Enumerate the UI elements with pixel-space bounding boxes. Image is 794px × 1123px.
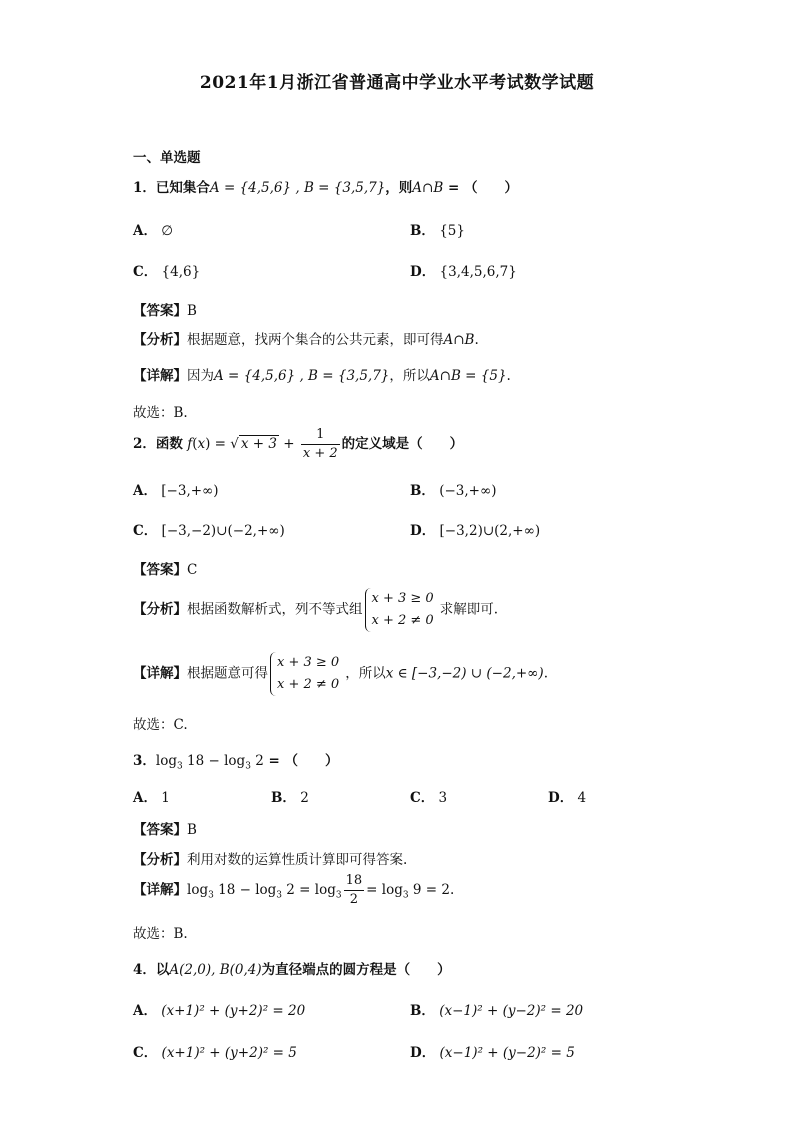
q2-analysis: 【分析】根据函数解析式，列不等式组x + 3 ≥ 0 x + 2 ≠ 0求解即可. — [133, 588, 498, 632]
section-heading: 一、单选题 — [133, 150, 201, 166]
q2-option-b: B． (−3,+∞) — [410, 483, 497, 499]
q2-option-a: A． [−3,+∞) — [133, 483, 219, 499]
page-title: 2021年1月浙江省普通高中学业水平考试数学试题 — [199, 73, 595, 93]
fraction: $\frac{18}{2}$ — [345, 873, 363, 907]
q2-choose: 故选：C. — [133, 717, 188, 733]
q1-option-d: D． {3,4,5,6,7} — [410, 264, 517, 280]
q4-option-b: B． (x−1)² + (y−2)² = 20 — [410, 1003, 584, 1019]
q1-answer: 【答案】B — [133, 303, 197, 319]
q1-option-a: A． ∅ — [133, 223, 174, 239]
q4-option-a: A． (x+1)² + (y+2)² = 20 — [133, 1003, 306, 1019]
q1-option-c: C． {4,6} — [133, 264, 201, 280]
question-2: 2．函数 f(x) = √ x + 3 + $\frac{1}{x + 2}$ 的定义域是（ ） — [133, 427, 464, 461]
q1-detail: 【详解】因为A = {4,5,6} , B = {3,5,7}，所以A∩B = {5}. — [133, 368, 511, 384]
q4-option-c: C． (x+1)² + (y+2)² = 5 — [133, 1045, 297, 1061]
fraction: $\frac{1}{x + 2}$ — [302, 427, 338, 461]
q3-option-c: C． 3 — [410, 790, 448, 806]
q2-option-c: C． [−3,−2)∪(−2,+∞) — [133, 523, 285, 539]
question-4: 4．以A(2,0), B(0,4)为直径端点的圆方程是（ ） — [133, 962, 451, 978]
q2-option-d: D． [−3,2)∪(2,+∞) — [410, 523, 541, 539]
q3-analysis: 【分析】利用对数的运算性质计算即可得答案. — [133, 852, 408, 868]
q3-option-a: A． 1 — [133, 790, 170, 806]
question-3: 3．$\log_3 18 - \log_3 2$ = （ ） — [133, 753, 339, 772]
question-1: 1．已知集合A = {4,5,6} , B = {3,5,7}，则A∩B = （ ） — [133, 180, 518, 196]
q3-option-d: D． 4 — [548, 790, 587, 806]
q2-detail: 【详解】根据题意可得x + 3 ≥ 0 x + 2 ≠ 0，所以x ∈ [−3,−2) ∪ (−2,+∞). — [133, 652, 548, 696]
q1-option-b: B． {5} — [410, 223, 465, 239]
inequality-system: x + 3 ≥ 0 x + 2 ≠ 0 — [365, 588, 438, 632]
q3-choose: 故选：B. — [133, 926, 188, 942]
q3-option-b: B． 2 — [271, 790, 309, 806]
q1-choose: 故选：B. — [133, 405, 188, 421]
q4-option-d: D． (x−1)² + (y−2)² = 5 — [410, 1045, 575, 1061]
q3-detail: 【详解】$\log_3 18 - \log_3 2 = \log_3$ $\frac{18}{2}$ = $\log_3 9 = 2$. — [133, 873, 455, 907]
q1-analysis: 【分析】根据题意，找两个集合的公共元素，即可得A∩B. — [133, 332, 479, 348]
inequality-system: x + 3 ≥ 0 x + 2 ≠ 0 — [270, 652, 343, 696]
q3-answer: 【答案】B — [133, 822, 197, 838]
q2-answer: 【答案】C — [133, 562, 198, 578]
